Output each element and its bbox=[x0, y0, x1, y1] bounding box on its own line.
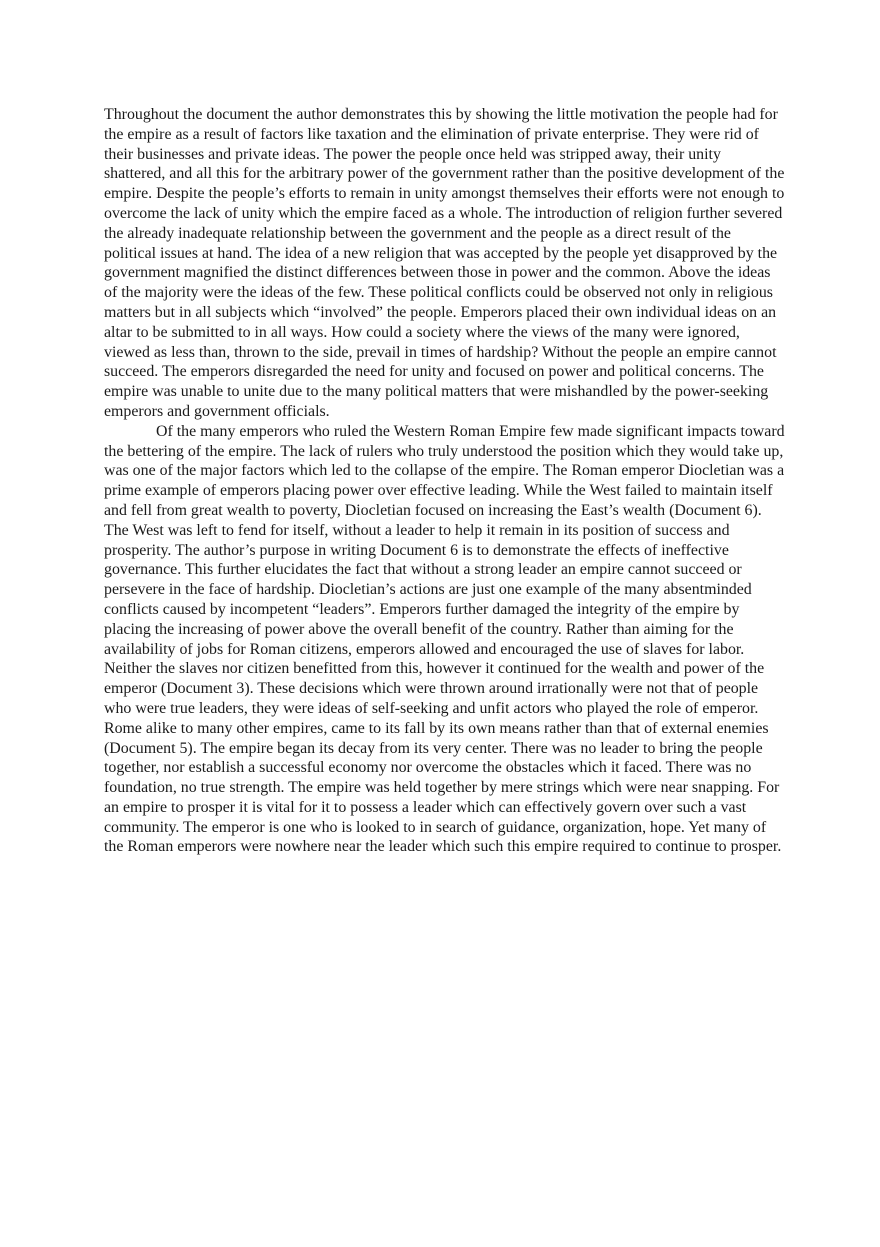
paragraph-emperors-leadership: Of the many emperors who ruled the Western Roman Empire few made significant impacts toward the bettering of the empire. The lack of rulers who truly understood the position which they would take up, was one of the major factors which led to the collapse of the empire. The Roman emperor Diocletian was a prime example of emperors placing power over effective leading. While the West failed to maintain itself and fell from great wealth to poverty, Diocletian focused on increasing the East’s wealth (Document 6). The West was left to fend for itself, without a leader to help it remain in its position of success and prosperity. The author’s purpose in writing Document 6 is to demonstrate the effects of ineffective governance. This further elucidates the fact that without a strong leader an empire cannot succeed or persevere in the face of hardship. Diocletian’s actions are just one example of the many absentminded conflicts caused by incompetent “leaders”. Emperors further damaged the integrity of the empire by placing the increasing of power above the overall benefit of the country. Rather than aiming for the availability of jobs for Roman citizens, emperors allowed and encouraged the use of slaves for labor. Neither the slaves nor citizen benefitted from this, however it continued for the wealth and power of the emperor (Document 3). These decisions which were thrown around irrationally were not that of people who were true leaders, they were ideas of self-seeking and unfit actors who played the role of emperor. Rome alike to many other empires, came to its fall by its own means rather than that of external enemies (Document 5). The empire began its decay from its very center. There was no leader to bring the people together, nor establish a successful economy nor overcome the obstacles which it faced. There was no foundation, no true strength. The empire was held together by mere strings which were near snapping. For an empire to prosper it is vital for it to possess a leader which can effectively govern over such a vast community. The emperor is one who is looked to in search of guidance, organization, hope. Yet many of the Roman emperors were nowhere near the leader which such this empire required to continue to prosper. bbox=[104, 422, 785, 856]
essay-body bbox=[104, 105, 786, 857]
paragraph-taxation-and-religion: Throughout the document the author demonstrates this by showing the little motivation the people had for the empire as a result of factors like taxation and the elimination of private enterprise. They were rid of their businesses and private ideas. The power the people once held was stripped away, their unity shattered, and all this for the arbitrary power of the government rather than the positive development of the empire. Despite the people’s efforts to remain in unity amongst themselves their efforts were not enough to overcome the lack of unity which the empire faced as a whole. The introduction of religion further severed the already inadequate relationship between the government and the people as a direct result of the political issues at hand. The idea of a new religion that was accepted by the people yet disapproved by the government magnified the distinct differences between those in power and the common. Above the ideas of the majority were the ideas of the few. These political conflicts could be observed not only in religious matters but in all subjects which “involved” the people. Emperors placed their own individual ideas on an altar to be submitted to in all ways. How could a society where the views of the many were ignored, viewed as less than, thrown to the side, prevail in times of hardship? Without the people an empire cannot succeed. The emperors disregarded the need for unity and focused on power and political concerns. The empire was unable to unite due to the many political matters that were mishandled by the power-seeking emperors and government officials. bbox=[104, 106, 785, 420]
